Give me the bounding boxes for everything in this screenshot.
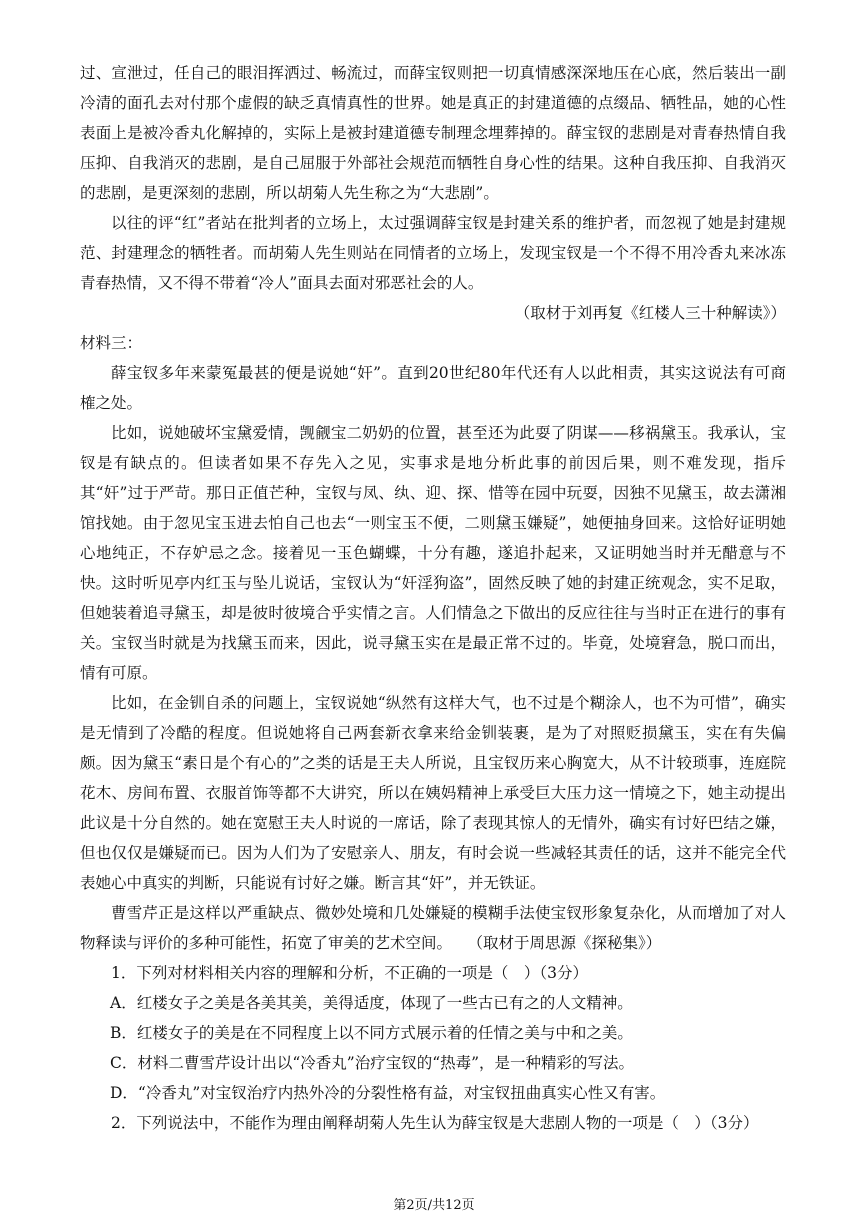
- paragraph-baochai-accused: 薛宝钗多年来蒙冤最甚的便是说她“奸”。直到20世纪80年代还有人以此相责，其实这说法有可商榷之处。: [80, 364, 786, 412]
- material-three-heading: 材料三：: [80, 334, 143, 352]
- question-1-option-a: A．红楼女子之美是各美其美，美得适度，体现了一些古已有之的人文精神。: [110, 994, 633, 1012]
- question-1-stem: 1．下列对材料相关内容的理解和分析，不正确的一项是（ ）（3分）: [111, 964, 588, 982]
- page-number: 第2页/共12页: [393, 1198, 475, 1213]
- question-2-stem: 2．下列说法中，不能作为理由阐释胡菊人先生认为薛宝钗是大悲剧人物的一项是（ ）（3分）: [111, 1114, 759, 1132]
- question-1-option-c: C．材料二曹雪芹设计出以“冷香丸”治疗宝钗的“热毒”，是一种精彩的写法。: [110, 1054, 635, 1072]
- paragraph-critics-view: 以往的评“红”者站在批判者的立场上，太过强调薛宝钗是封建关系的维护者，而忽视了她是封建规范、封建理念的牺牲者。而胡菊人先生则站在同情者的立场上，发现宝钗是一个不得不用冷香丸来冰冻青春热情，又不得不带着“冷人”面具去面对邪恶社会的人。: [80, 214, 786, 292]
- question-1-option-d: D．“冷香丸”对宝钗治疗内热外冷的分裂性格有益，对宝钗扭曲真实心性又有害。: [110, 1084, 666, 1102]
- source-citation-liu: （取材于刘再复《红楼人三十种解读》）: [514, 304, 786, 322]
- paragraph-example-two: 比如，在金钏自杀的问题上，宝钗说她“纵然有这样大气，也不过是个糊涂人，也不为可惜”，确实是无情到了冷酷的程度。但说她将自己两套新衣拿来给金钏装裹，是为了对照贬损黛玉，实在有失偏颇。因为黛玉“素日是个有心的”之类的话是王夫人所说，且宝钗历来心胸宽大，从不计较琐事，连庭院花木、房间布置、衣服首饰等都不大讲究，所以在姨妈精神上承受巨大压力这一情境之下，她主动提出此议是十分自然的。她在宽慰王夫人时说的一席话，除了表现其惊人的无情外，确实有讨好巴结之嫌，但也仅仅是嫌疑而已。因为人们为了安慰亲人、朋友，有时会说一些减轻其责任的话，这并不能完全代表她心中真实的判断，只能说有讨好之嫌。断言其“奸”，并无铁证。: [80, 694, 786, 892]
- question-1-option-b: B．红楼女子的美是在不同程度上以不同方式展示着的任情之美与中和之美。: [110, 1024, 633, 1042]
- page-body: [80, 58, 786, 1138]
- paragraph-conclusion: 曹雪芹正是这样以严重缺点、微妙处境和几处嫌疑的模糊手法使宝钗形象复杂化，从而增加了对人物释读与评价的多种可能性，拓宽了审美的艺术空间。 （取材于周思源《探秘集》）: [80, 904, 786, 952]
- paragraph-material-two-end: 过、宣泄过，任自己的眼泪挥洒过、畅流过，而薛宝钗则把一切真情感深深地压在心底，然后装出一副冷清的面孔去对付那个虚假的缺乏真情真性的世界。她是真正的封建道德的点缀品、牺牲品，她的心性表面上是被冷香丸化解掉的，实际上是被封建道德专制理念埋葬掉的。薛宝钗的悲剧是对青春热情自我压抑、自我消灭的悲剧，是自己屈服于外部社会规范而牺牲自身心性的结果。这种自我压抑、自我消灭的悲剧，是更深刻的悲剧，所以胡菊人先生称之为“大悲剧”。: [80, 64, 786, 202]
- paragraph-example-one: 比如，说她破坏宝黛爱情，觊觎宝二奶奶的位置，甚至还为此耍了阴谋——移祸黛玉。我承认，宝钗是有缺点的。但读者如果不存先入之见，实事求是地分析此事的前因后果，则不难发现，指斥其“奸”过于严苛。那日正值芒种，宝钗与凤、纨、迎、探、惜等在园中玩耍，因独不见黛玉，故去潇湘馆找她。由于忽见宝玉进去怕自己也去“一则宝玉不便，二则黛玉嫌疑”，她便抽身回来。这恰好证明她心地纯正，不存妒忌之念。接着见一玉色蝴蝶，十分有趣，遂追扑起来，又证明她当时并无醋意与不快。这时听见亭内红玉与坠儿说话，宝钗认为“奸淫狗盗”，固然反映了她的封建正统观念，实不足取，但她装着追寻黛玉，却是彼时彼境合乎实情之言。人们情急之下做出的反应往往与当时正在进行的事有关。宝钗当时就是为找黛玉而来，因此，说寻黛玉实在是最正常不过的。毕竟，处境窘急，脱口而出，情有可原。: [80, 424, 786, 682]
